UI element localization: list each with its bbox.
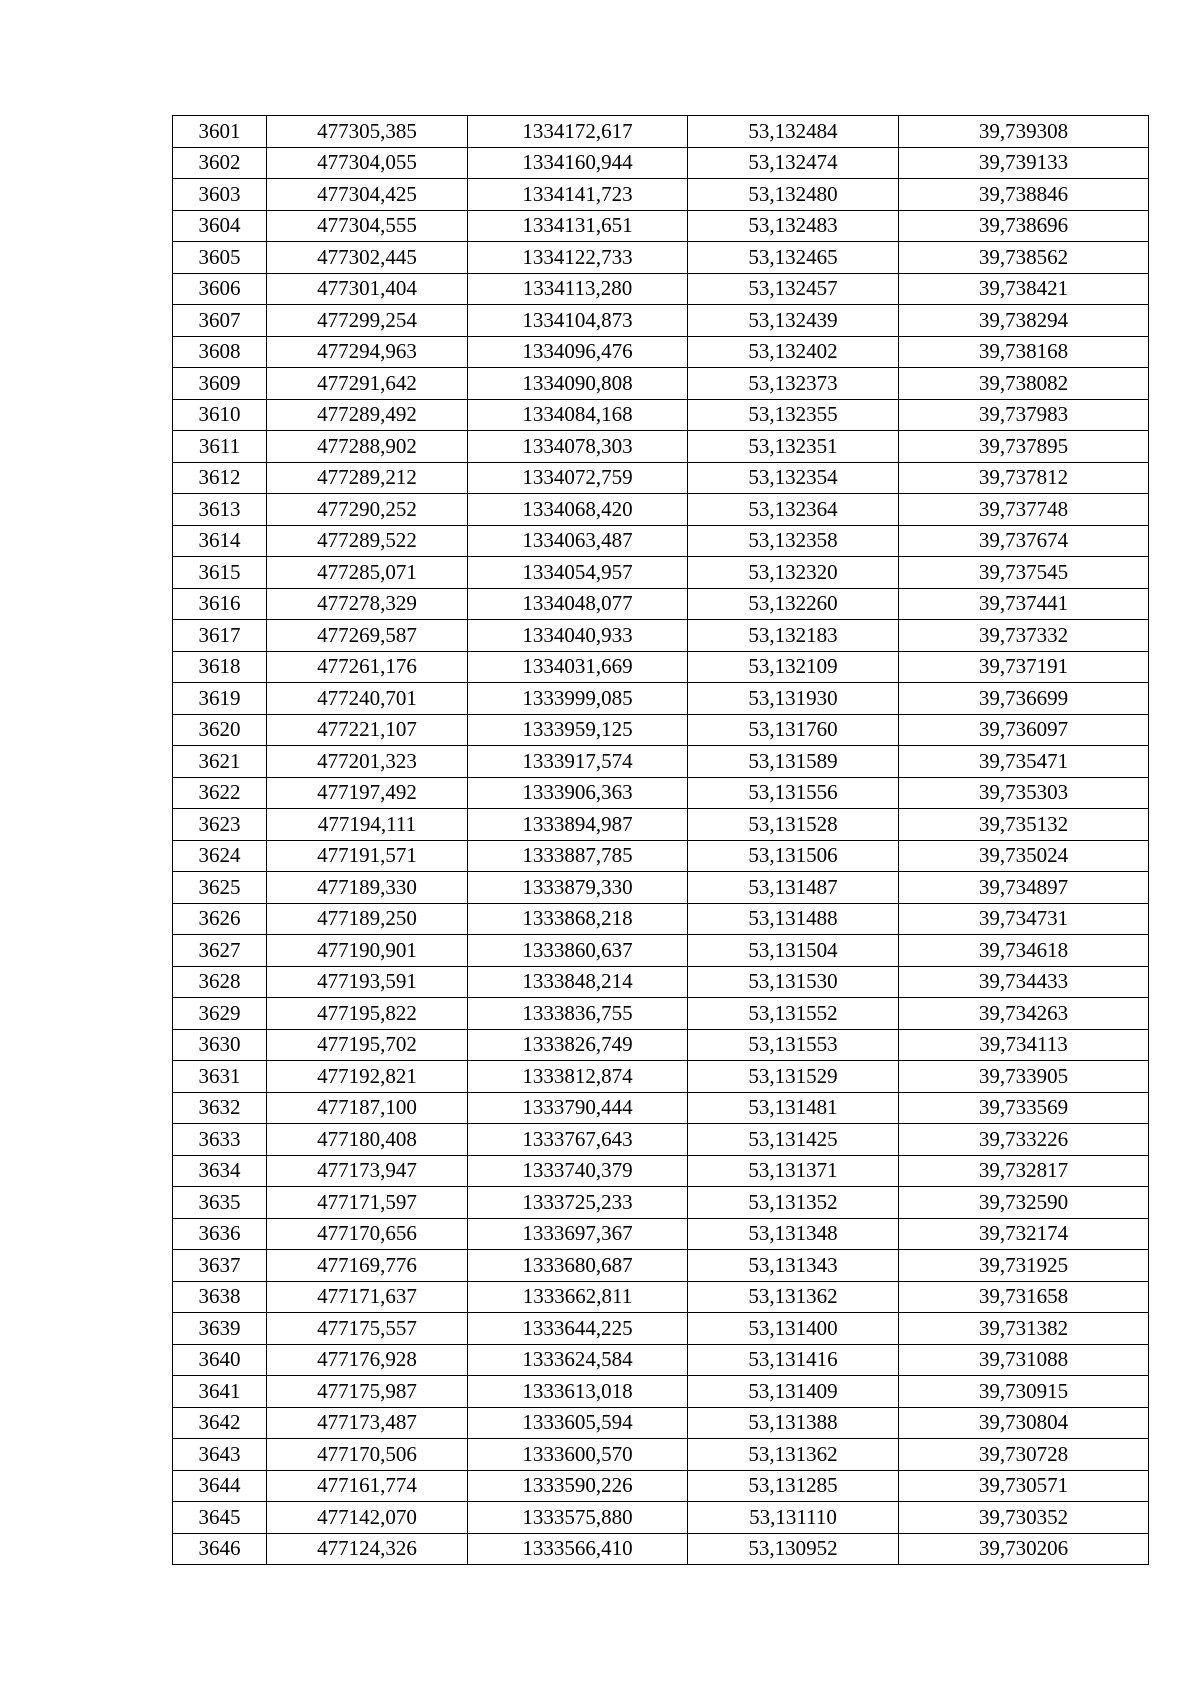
longitude-cell: 39,734113	[899, 1029, 1149, 1061]
x-coordinate-cell: 477289,492	[267, 399, 468, 431]
longitude-cell: 39,734618	[899, 935, 1149, 967]
y-coordinate-cell: 1334063,487	[468, 525, 688, 557]
y-coordinate-cell: 1333767,643	[468, 1124, 688, 1156]
x-coordinate-cell: 477194,111	[267, 809, 468, 841]
table-row	[173, 588, 1149, 620]
x-coordinate-cell: 477171,637	[267, 1281, 468, 1313]
y-coordinate-cell: 1334113,280	[468, 273, 688, 305]
point-number-cell: 3615	[173, 557, 267, 589]
longitude-cell: 39,738696	[899, 210, 1149, 242]
x-coordinate-cell: 477170,506	[267, 1439, 468, 1471]
y-coordinate-cell: 1334090,808	[468, 368, 688, 400]
longitude-cell: 39,730804	[899, 1407, 1149, 1439]
x-coordinate-cell: 477161,774	[267, 1470, 468, 1502]
point-number-cell: 3604	[173, 210, 267, 242]
point-number-cell: 3612	[173, 462, 267, 494]
y-coordinate-cell: 1334040,933	[468, 620, 688, 652]
x-coordinate-cell: 477240,701	[267, 683, 468, 715]
point-number-cell: 3632	[173, 1092, 267, 1124]
table-row	[173, 305, 1149, 337]
longitude-cell: 39,730728	[899, 1439, 1149, 1471]
y-coordinate-cell: 1333662,811	[468, 1281, 688, 1313]
latitude-cell: 53,131285	[688, 1470, 899, 1502]
x-coordinate-cell: 477261,176	[267, 651, 468, 683]
longitude-cell: 39,734731	[899, 903, 1149, 935]
point-number-cell: 3609	[173, 368, 267, 400]
point-number-cell: 3617	[173, 620, 267, 652]
point-number-cell: 3601	[173, 116, 267, 148]
latitude-cell: 53,132364	[688, 494, 899, 526]
longitude-cell: 39,735132	[899, 809, 1149, 841]
y-coordinate-cell: 1333600,570	[468, 1439, 688, 1471]
table-row	[173, 1376, 1149, 1408]
table-row	[173, 1218, 1149, 1250]
x-coordinate-cell: 477289,212	[267, 462, 468, 494]
y-coordinate-cell: 1333644,225	[468, 1313, 688, 1345]
point-number-cell: 3608	[173, 336, 267, 368]
x-coordinate-cell: 477170,656	[267, 1218, 468, 1250]
latitude-cell: 53,132183	[688, 620, 899, 652]
longitude-cell: 39,735471	[899, 746, 1149, 778]
longitude-cell: 39,731925	[899, 1250, 1149, 1282]
x-coordinate-cell: 477190,901	[267, 935, 468, 967]
x-coordinate-cell: 477187,100	[267, 1092, 468, 1124]
longitude-cell: 39,739133	[899, 147, 1149, 179]
point-number-cell: 3606	[173, 273, 267, 305]
y-coordinate-cell: 1334078,303	[468, 431, 688, 463]
y-coordinate-cell: 1334084,168	[468, 399, 688, 431]
longitude-cell: 39,736097	[899, 714, 1149, 746]
point-number-cell: 3633	[173, 1124, 267, 1156]
x-coordinate-cell: 477291,642	[267, 368, 468, 400]
table-row	[173, 1187, 1149, 1219]
longitude-cell: 39,732590	[899, 1187, 1149, 1219]
point-number-cell: 3631	[173, 1061, 267, 1093]
y-coordinate-cell: 1333575,880	[468, 1502, 688, 1534]
latitude-cell: 53,131343	[688, 1250, 899, 1282]
x-coordinate-cell: 477189,330	[267, 872, 468, 904]
longitude-cell: 39,734897	[899, 872, 1149, 904]
longitude-cell: 39,733905	[899, 1061, 1149, 1093]
longitude-cell: 39,731382	[899, 1313, 1149, 1345]
point-number-cell: 3643	[173, 1439, 267, 1471]
table-row	[173, 242, 1149, 274]
x-coordinate-cell: 477285,071	[267, 557, 468, 589]
table-row	[173, 651, 1149, 683]
point-number-cell: 3639	[173, 1313, 267, 1345]
table-row	[173, 872, 1149, 904]
point-number-cell: 3613	[173, 494, 267, 526]
y-coordinate-cell: 1334160,944	[468, 147, 688, 179]
x-coordinate-cell: 477278,329	[267, 588, 468, 620]
point-number-cell: 3637	[173, 1250, 267, 1282]
latitude-cell: 53,131506	[688, 840, 899, 872]
table-row	[173, 1344, 1149, 1376]
table-row	[173, 179, 1149, 211]
table-row	[173, 903, 1149, 935]
table-row	[173, 210, 1149, 242]
longitude-cell: 39,734263	[899, 998, 1149, 1030]
y-coordinate-cell: 1333697,367	[468, 1218, 688, 1250]
latitude-cell: 53,131760	[688, 714, 899, 746]
longitude-cell: 39,737748	[899, 494, 1149, 526]
y-coordinate-cell: 1334172,617	[468, 116, 688, 148]
x-coordinate-cell: 477171,597	[267, 1187, 468, 1219]
table-row	[173, 1061, 1149, 1093]
longitude-cell: 39,732817	[899, 1155, 1149, 1187]
table-row	[173, 1533, 1149, 1565]
y-coordinate-cell: 1333906,363	[468, 777, 688, 809]
longitude-cell: 39,737191	[899, 651, 1149, 683]
point-number-cell: 3630	[173, 1029, 267, 1061]
latitude-cell: 53,130952	[688, 1533, 899, 1565]
point-number-cell: 3629	[173, 998, 267, 1030]
latitude-cell: 53,132480	[688, 179, 899, 211]
longitude-cell: 39,731658	[899, 1281, 1149, 1313]
table-row	[173, 494, 1149, 526]
latitude-cell: 53,132355	[688, 399, 899, 431]
latitude-cell: 53,131425	[688, 1124, 899, 1156]
y-coordinate-cell: 1333624,584	[468, 1344, 688, 1376]
point-number-cell: 3638	[173, 1281, 267, 1313]
point-number-cell: 3611	[173, 431, 267, 463]
x-coordinate-cell: 477304,425	[267, 179, 468, 211]
x-coordinate-cell: 477294,963	[267, 336, 468, 368]
x-coordinate-cell: 477173,947	[267, 1155, 468, 1187]
table-row	[173, 116, 1149, 148]
table-row	[173, 998, 1149, 1030]
coordinates-table-body	[173, 116, 1149, 1565]
y-coordinate-cell: 1334054,957	[468, 557, 688, 589]
y-coordinate-cell: 1333790,444	[468, 1092, 688, 1124]
y-coordinate-cell: 1333590,226	[468, 1470, 688, 1502]
y-coordinate-cell: 1333887,785	[468, 840, 688, 872]
x-coordinate-cell: 477169,776	[267, 1250, 468, 1282]
y-coordinate-cell: 1333605,594	[468, 1407, 688, 1439]
table-row	[173, 1092, 1149, 1124]
longitude-cell: 39,737983	[899, 399, 1149, 431]
point-number-cell: 3635	[173, 1187, 267, 1219]
y-coordinate-cell: 1333613,018	[468, 1376, 688, 1408]
point-number-cell: 3620	[173, 714, 267, 746]
y-coordinate-cell: 1333740,379	[468, 1155, 688, 1187]
latitude-cell: 53,131589	[688, 746, 899, 778]
x-coordinate-cell: 477304,055	[267, 147, 468, 179]
point-number-cell: 3605	[173, 242, 267, 274]
x-coordinate-cell: 477189,250	[267, 903, 468, 935]
point-number-cell: 3645	[173, 1502, 267, 1534]
table-row	[173, 557, 1149, 589]
latitude-cell: 53,132483	[688, 210, 899, 242]
table-row	[173, 935, 1149, 967]
y-coordinate-cell: 1333566,410	[468, 1533, 688, 1565]
x-coordinate-cell: 477288,902	[267, 431, 468, 463]
point-number-cell: 3614	[173, 525, 267, 557]
table-row	[173, 1155, 1149, 1187]
y-coordinate-cell: 1333879,330	[468, 872, 688, 904]
longitude-cell: 39,738082	[899, 368, 1149, 400]
y-coordinate-cell: 1333959,125	[468, 714, 688, 746]
y-coordinate-cell: 1334096,476	[468, 336, 688, 368]
latitude-cell: 53,131553	[688, 1029, 899, 1061]
y-coordinate-cell: 1333826,749	[468, 1029, 688, 1061]
y-coordinate-cell: 1334122,733	[468, 242, 688, 274]
table-row	[173, 431, 1149, 463]
longitude-cell: 39,738421	[899, 273, 1149, 305]
latitude-cell: 53,132109	[688, 651, 899, 683]
point-number-cell: 3636	[173, 1218, 267, 1250]
point-number-cell: 3618	[173, 651, 267, 683]
table-row	[173, 1439, 1149, 1471]
y-coordinate-cell: 1333894,987	[468, 809, 688, 841]
latitude-cell: 53,131409	[688, 1376, 899, 1408]
latitude-cell: 53,131371	[688, 1155, 899, 1187]
table-row	[173, 462, 1149, 494]
point-number-cell: 3621	[173, 746, 267, 778]
longitude-cell: 39,738846	[899, 179, 1149, 211]
y-coordinate-cell: 1334131,651	[468, 210, 688, 242]
point-number-cell: 3603	[173, 179, 267, 211]
latitude-cell: 53,132358	[688, 525, 899, 557]
x-coordinate-cell: 477201,323	[267, 746, 468, 778]
latitude-cell: 53,132474	[688, 147, 899, 179]
latitude-cell: 53,131556	[688, 777, 899, 809]
point-number-cell: 3626	[173, 903, 267, 935]
x-coordinate-cell: 477124,326	[267, 1533, 468, 1565]
longitude-cell: 39,737812	[899, 462, 1149, 494]
x-coordinate-cell: 477221,107	[267, 714, 468, 746]
latitude-cell: 53,131362	[688, 1281, 899, 1313]
longitude-cell: 39,737895	[899, 431, 1149, 463]
x-coordinate-cell: 477173,487	[267, 1407, 468, 1439]
x-coordinate-cell: 477299,254	[267, 305, 468, 337]
table-row	[173, 714, 1149, 746]
point-number-cell: 3627	[173, 935, 267, 967]
y-coordinate-cell: 1333860,637	[468, 935, 688, 967]
point-number-cell: 3623	[173, 809, 267, 841]
point-number-cell: 3641	[173, 1376, 267, 1408]
y-coordinate-cell: 1333848,214	[468, 966, 688, 998]
y-coordinate-cell: 1333812,874	[468, 1061, 688, 1093]
latitude-cell: 53,131504	[688, 935, 899, 967]
latitude-cell: 53,131348	[688, 1218, 899, 1250]
x-coordinate-cell: 477195,822	[267, 998, 468, 1030]
longitude-cell: 39,731088	[899, 1344, 1149, 1376]
longitude-cell: 39,732174	[899, 1218, 1149, 1250]
latitude-cell: 53,131487	[688, 872, 899, 904]
latitude-cell: 53,131529	[688, 1061, 899, 1093]
latitude-cell: 53,132354	[688, 462, 899, 494]
point-number-cell: 3646	[173, 1533, 267, 1565]
latitude-cell: 53,132484	[688, 116, 899, 148]
longitude-cell: 39,730352	[899, 1502, 1149, 1534]
longitude-cell: 39,737441	[899, 588, 1149, 620]
point-number-cell: 3624	[173, 840, 267, 872]
x-coordinate-cell: 477176,928	[267, 1344, 468, 1376]
point-number-cell: 3642	[173, 1407, 267, 1439]
x-coordinate-cell: 477192,821	[267, 1061, 468, 1093]
latitude-cell: 53,131352	[688, 1187, 899, 1219]
coordinates-table	[172, 115, 1149, 1565]
point-number-cell: 3644	[173, 1470, 267, 1502]
longitude-cell: 39,737674	[899, 525, 1149, 557]
y-coordinate-cell: 1333836,755	[468, 998, 688, 1030]
latitude-cell: 53,132439	[688, 305, 899, 337]
latitude-cell: 53,131552	[688, 998, 899, 1030]
y-coordinate-cell: 1334068,420	[468, 494, 688, 526]
table-row	[173, 147, 1149, 179]
latitude-cell: 53,132373	[688, 368, 899, 400]
table-row	[173, 1281, 1149, 1313]
table-row	[173, 273, 1149, 305]
latitude-cell: 53,131400	[688, 1313, 899, 1345]
latitude-cell: 53,131388	[688, 1407, 899, 1439]
y-coordinate-cell: 1333725,233	[468, 1187, 688, 1219]
table-row	[173, 809, 1149, 841]
latitude-cell: 53,132320	[688, 557, 899, 589]
y-coordinate-cell: 1334072,759	[468, 462, 688, 494]
y-coordinate-cell: 1334048,077	[468, 588, 688, 620]
table-row	[173, 683, 1149, 715]
latitude-cell: 53,132351	[688, 431, 899, 463]
latitude-cell: 53,131530	[688, 966, 899, 998]
x-coordinate-cell: 477175,557	[267, 1313, 468, 1345]
latitude-cell: 53,132465	[688, 242, 899, 274]
point-number-cell: 3616	[173, 588, 267, 620]
latitude-cell: 53,131362	[688, 1439, 899, 1471]
longitude-cell: 39,738168	[899, 336, 1149, 368]
longitude-cell: 39,736699	[899, 683, 1149, 715]
latitude-cell: 53,131481	[688, 1092, 899, 1124]
table-row	[173, 1029, 1149, 1061]
latitude-cell: 53,131528	[688, 809, 899, 841]
x-coordinate-cell: 477305,385	[267, 116, 468, 148]
point-number-cell: 3634	[173, 1155, 267, 1187]
table-row	[173, 620, 1149, 652]
x-coordinate-cell: 477191,571	[267, 840, 468, 872]
latitude-cell: 53,132260	[688, 588, 899, 620]
longitude-cell: 39,735303	[899, 777, 1149, 809]
table-row	[173, 966, 1149, 998]
point-number-cell: 3640	[173, 1344, 267, 1376]
y-coordinate-cell: 1334104,873	[468, 305, 688, 337]
x-coordinate-cell: 477175,987	[267, 1376, 468, 1408]
table-row	[173, 1250, 1149, 1282]
table-row	[173, 1313, 1149, 1345]
longitude-cell: 39,730915	[899, 1376, 1149, 1408]
table-row	[173, 840, 1149, 872]
longitude-cell: 39,734433	[899, 966, 1149, 998]
x-coordinate-cell: 477269,587	[267, 620, 468, 652]
x-coordinate-cell: 477180,408	[267, 1124, 468, 1156]
table-row	[173, 1470, 1149, 1502]
table-row	[173, 746, 1149, 778]
x-coordinate-cell: 477302,445	[267, 242, 468, 274]
table-row	[173, 777, 1149, 809]
x-coordinate-cell: 477197,492	[267, 777, 468, 809]
point-number-cell: 3610	[173, 399, 267, 431]
longitude-cell: 39,737332	[899, 620, 1149, 652]
y-coordinate-cell: 1333680,687	[468, 1250, 688, 1282]
x-coordinate-cell: 477142,070	[267, 1502, 468, 1534]
latitude-cell: 53,131930	[688, 683, 899, 715]
longitude-cell: 39,735024	[899, 840, 1149, 872]
point-number-cell: 3619	[173, 683, 267, 715]
y-coordinate-cell: 1333917,574	[468, 746, 688, 778]
latitude-cell: 53,132402	[688, 336, 899, 368]
x-coordinate-cell: 477195,702	[267, 1029, 468, 1061]
table-row	[173, 1407, 1149, 1439]
longitude-cell: 39,730206	[899, 1533, 1149, 1565]
latitude-cell: 53,131110	[688, 1502, 899, 1534]
longitude-cell: 39,737545	[899, 557, 1149, 589]
table-row	[173, 525, 1149, 557]
table-row	[173, 1502, 1149, 1534]
latitude-cell: 53,131488	[688, 903, 899, 935]
longitude-cell: 39,738562	[899, 242, 1149, 274]
table-row	[173, 368, 1149, 400]
point-number-cell: 3622	[173, 777, 267, 809]
y-coordinate-cell: 1333868,218	[468, 903, 688, 935]
x-coordinate-cell: 477193,591	[267, 966, 468, 998]
y-coordinate-cell: 1334031,669	[468, 651, 688, 683]
y-coordinate-cell: 1333999,085	[468, 683, 688, 715]
table-row	[173, 399, 1149, 431]
x-coordinate-cell: 477289,522	[267, 525, 468, 557]
point-number-cell: 3602	[173, 147, 267, 179]
x-coordinate-cell: 477301,404	[267, 273, 468, 305]
point-number-cell: 3625	[173, 872, 267, 904]
x-coordinate-cell: 477290,252	[267, 494, 468, 526]
longitude-cell: 39,733226	[899, 1124, 1149, 1156]
point-number-cell: 3607	[173, 305, 267, 337]
longitude-cell: 39,733569	[899, 1092, 1149, 1124]
latitude-cell: 53,132457	[688, 273, 899, 305]
longitude-cell: 39,730571	[899, 1470, 1149, 1502]
longitude-cell: 39,738294	[899, 305, 1149, 337]
longitude-cell: 39,739308	[899, 116, 1149, 148]
point-number-cell: 3628	[173, 966, 267, 998]
y-coordinate-cell: 1334141,723	[468, 179, 688, 211]
table-row	[173, 1124, 1149, 1156]
x-coordinate-cell: 477304,555	[267, 210, 468, 242]
table-row	[173, 336, 1149, 368]
latitude-cell: 53,131416	[688, 1344, 899, 1376]
